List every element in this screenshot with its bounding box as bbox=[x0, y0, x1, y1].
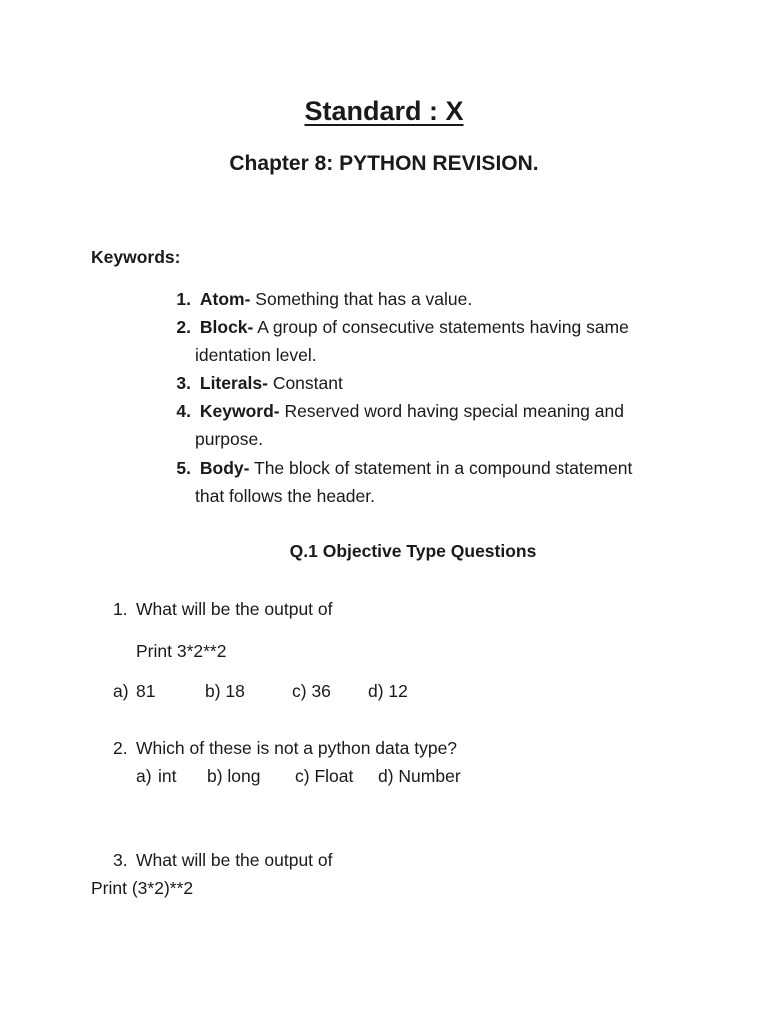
question-text: What will be the output of bbox=[136, 850, 333, 870]
option: int bbox=[158, 766, 177, 786]
keyword-item bbox=[163, 458, 632, 479]
question-code: Print 3*2**2 bbox=[136, 641, 227, 661]
keyword-item bbox=[163, 289, 472, 310]
question-number: 2. bbox=[113, 738, 128, 758]
option: 81 bbox=[136, 681, 156, 701]
keyword-term: Keyword- bbox=[199, 401, 280, 421]
question-options bbox=[136, 766, 461, 787]
keyword-definition: Reserved word having special meaning and bbox=[279, 401, 624, 421]
keyword-number: 2. bbox=[176, 317, 191, 337]
page-title: Standard : X bbox=[304, 96, 464, 126]
option-letter: a) bbox=[136, 766, 152, 786]
keyword-term: Block- bbox=[199, 317, 254, 337]
option: b) long bbox=[207, 766, 261, 786]
chapter-title: Chapter 8: PYTHON REVISION. bbox=[229, 152, 539, 175]
question-number: 3. bbox=[113, 850, 128, 870]
keyword-number: 4. bbox=[176, 401, 191, 421]
option: d) Number bbox=[378, 766, 461, 786]
keyword-definition: Something that has a value. bbox=[250, 289, 473, 309]
keyword-term: Atom- bbox=[199, 289, 251, 309]
question-text: Which of these is not a python data type? bbox=[136, 738, 458, 758]
keyword-definition: Constant bbox=[267, 373, 343, 393]
keyword-number: 3. bbox=[176, 373, 191, 393]
option: c) Float bbox=[295, 766, 354, 786]
option: c) 36 bbox=[292, 681, 331, 701]
section-heading: Q.1 Objective Type Questions bbox=[289, 541, 537, 561]
keyword-definition-continued: that follows the header. bbox=[195, 486, 375, 506]
keyword-term: Body- bbox=[199, 458, 250, 478]
keyword-number: 1. bbox=[176, 289, 191, 309]
keyword-term: Literals- bbox=[199, 373, 268, 393]
question-options bbox=[113, 681, 408, 702]
keywords-heading: Keywords: bbox=[91, 247, 181, 267]
option: d) 12 bbox=[368, 681, 408, 701]
question-number: 1. bbox=[113, 599, 128, 619]
keyword-definition: The block of statement in a compound statement bbox=[249, 458, 633, 478]
option-letter: a) bbox=[113, 681, 129, 701]
option: b) 18 bbox=[205, 681, 245, 701]
keyword-item bbox=[163, 373, 343, 394]
keyword-definition-continued: purpose. bbox=[195, 429, 264, 449]
question-text: What will be the output of bbox=[136, 599, 333, 619]
keyword-definition-continued: identation level. bbox=[195, 345, 317, 365]
question-code: Print (3*2)**2 bbox=[91, 878, 194, 898]
keyword-number: 5. bbox=[176, 458, 191, 478]
keyword-item bbox=[163, 401, 624, 422]
keyword-item bbox=[163, 317, 629, 338]
keyword-definition: A group of consecutive statements having same bbox=[253, 317, 629, 337]
